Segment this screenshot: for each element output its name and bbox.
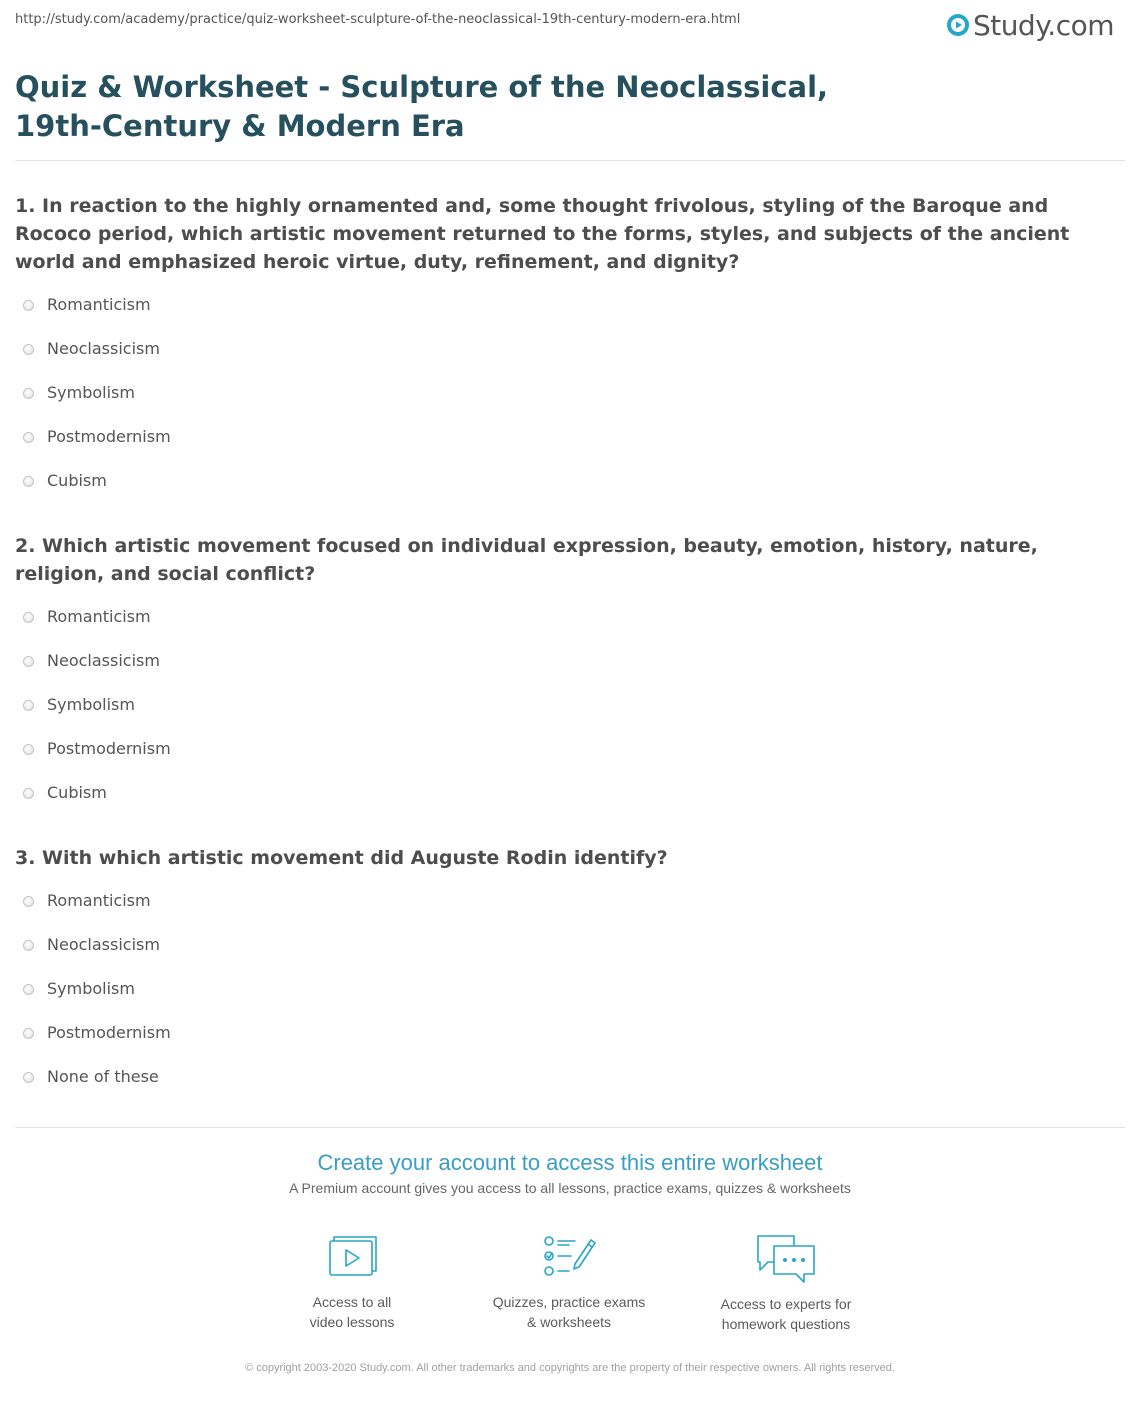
title-divider xyxy=(15,160,1125,161)
answer-option[interactable] xyxy=(23,382,171,426)
cta-divider xyxy=(15,1127,1125,1128)
radio-button[interactable] xyxy=(23,1072,34,1083)
page-url: http://study.com/academy/practice/quiz-worksheet-sculpture-of-the-neoclassical-19th-century-modern-era.html xyxy=(15,12,741,27)
radio-button[interactable] xyxy=(23,1028,34,1039)
radio-button[interactable] xyxy=(23,344,34,355)
feature-experts xyxy=(686,1232,886,1334)
answer-label: Postmodernism xyxy=(47,739,171,758)
question-2-options xyxy=(23,606,171,826)
quiz-checklist-icon xyxy=(541,1232,597,1282)
question-1-text: 1. In reaction to the highly ornamented and, some thought frivolous, styling of the Baroque and Rococo period, which artistic movement returned to the forms, styles, and subjects of the ancient world and emphasized heroic virtue, duty, refinement, and dignity? xyxy=(15,195,1070,273)
feature-label-line: Access to experts for xyxy=(720,1296,852,1312)
answer-label: Symbolism xyxy=(47,979,135,998)
copyright-notice: © copyright 2003-2020 Study.com. All other trademarks and copyrights are the property of their respective owners. All rights reserved. xyxy=(245,1362,895,1374)
answer-label: Postmodernism xyxy=(47,427,171,446)
create-account-link[interactable]: Create your account to access this entire worksheet xyxy=(317,1150,823,1175)
radio-button[interactable] xyxy=(23,612,34,623)
answer-label: Neoclassicism xyxy=(47,651,160,670)
answer-label: None of these xyxy=(47,1067,159,1086)
question-3-text: 3. With which artistic movement did Auguste Rodin identify? xyxy=(15,847,668,869)
feature-label-line: Quizzes, practice exams xyxy=(492,1294,646,1310)
video-lesson-icon xyxy=(324,1232,380,1282)
feature-label-line: video lessons xyxy=(309,1314,395,1330)
answer-option[interactable] xyxy=(23,650,171,694)
feature-label-line: homework questions xyxy=(721,1316,851,1332)
study-logo[interactable] xyxy=(946,8,1114,42)
radio-button[interactable] xyxy=(23,388,34,399)
radio-button[interactable] xyxy=(23,300,34,311)
radio-button[interactable] xyxy=(23,940,34,951)
answer-label: Neoclassicism xyxy=(47,935,160,954)
answer-option[interactable] xyxy=(23,1022,171,1066)
feature-video-lessons xyxy=(252,1232,452,1332)
answer-label: Romanticism xyxy=(47,295,151,314)
radio-button[interactable] xyxy=(23,700,34,711)
answer-option[interactable] xyxy=(23,338,171,382)
answer-option[interactable] xyxy=(23,890,171,934)
radio-button[interactable] xyxy=(23,788,34,799)
answer-option[interactable] xyxy=(23,426,171,470)
answer-label: Cubism xyxy=(47,471,107,490)
feature-label-line: Access to all xyxy=(312,1294,392,1310)
radio-button[interactable] xyxy=(23,984,34,995)
answer-label: Neoclassicism xyxy=(47,339,160,358)
answer-label: Romanticism xyxy=(47,891,151,910)
answer-option[interactable] xyxy=(23,738,171,782)
answer-label: Postmodernism xyxy=(47,1023,171,1042)
feature-quizzes xyxy=(469,1232,669,1332)
answer-label: Cubism xyxy=(47,783,107,802)
answer-option[interactable] xyxy=(23,978,171,1022)
question-1-options xyxy=(23,294,171,514)
answer-label: Symbolism xyxy=(47,695,135,714)
question-2-text: 2. Which artistic movement focused on individual expression, beauty, emotion, history, nature, religion, and social conflict? xyxy=(15,535,1038,585)
answer-option[interactable] xyxy=(23,694,171,738)
page-title: Quiz & Worksheet - Sculpture of the Neoclassical, 19th-Century & Modern Era xyxy=(15,70,829,143)
answer-option[interactable] xyxy=(23,470,171,514)
answer-label: Symbolism xyxy=(47,383,135,402)
question-3-options xyxy=(23,890,171,1110)
answer-option[interactable] xyxy=(23,294,171,338)
answer-option[interactable] xyxy=(23,1066,171,1110)
feature-label-line: & worksheets xyxy=(526,1314,612,1330)
answer-option[interactable] xyxy=(23,782,171,826)
logo-text: Study.com xyxy=(972,8,1114,42)
answer-label: Romanticism xyxy=(47,607,151,626)
radio-button[interactable] xyxy=(23,656,34,667)
radio-button[interactable] xyxy=(23,896,34,907)
expert-chat-icon xyxy=(754,1232,818,1284)
radio-button[interactable] xyxy=(23,432,34,443)
radio-button[interactable] xyxy=(23,476,34,487)
answer-option[interactable] xyxy=(23,934,171,978)
cta-subtitle: A Premium account gives you access to all lessons, practice exams, quizzes & worksheets xyxy=(289,1180,851,1196)
play-logo-icon xyxy=(946,13,970,37)
answer-option[interactable] xyxy=(23,606,171,650)
radio-button[interactable] xyxy=(23,744,34,755)
